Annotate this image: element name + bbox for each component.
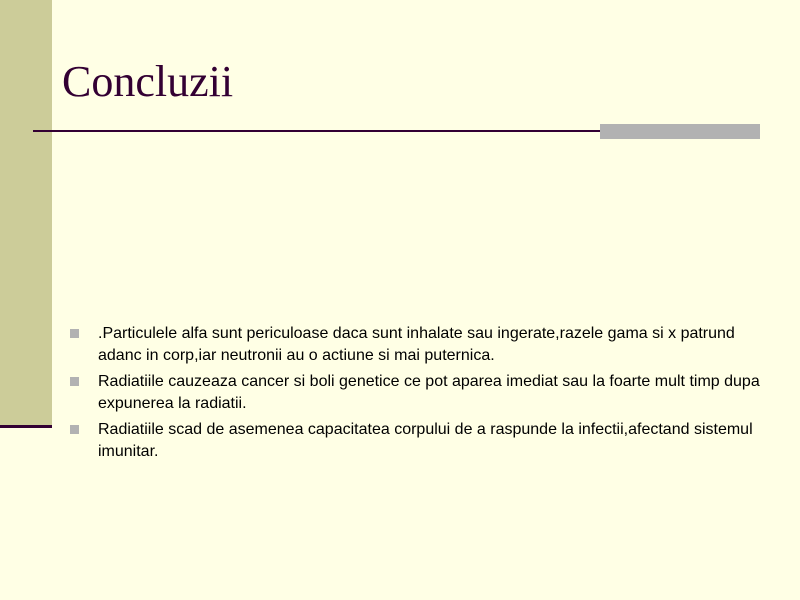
square-bullet-icon [70,377,79,386]
square-bullet-icon [70,425,79,434]
title-divider-accent [600,124,760,139]
bullet-item [70,419,770,463]
square-bullet-icon [70,329,79,338]
bullet-item [70,371,770,415]
bullet-text: Radiatiile cauzeaza cancer si boli genetice ce pot aparea imediat sau la foarte mult timp dupa expunerea la radiatii. [98,373,760,412]
left-decorative-band [0,0,52,425]
left-band-underline [0,425,52,428]
slide-title: Concluzii [62,57,234,106]
bullet-item [70,323,770,367]
bullet-text: .Particulele alfa sunt periculoase daca sunt inhalate sau ingerate,razele gama si x patrund adanc in corp,iar neutronii au o actiune si mai puternica. [98,325,735,364]
bullet-list [70,323,770,467]
bullet-text: Radiatiile scad de asemenea capacitatea corpului de a raspunde la infectii,afectand sistemul imunitar. [98,421,753,460]
